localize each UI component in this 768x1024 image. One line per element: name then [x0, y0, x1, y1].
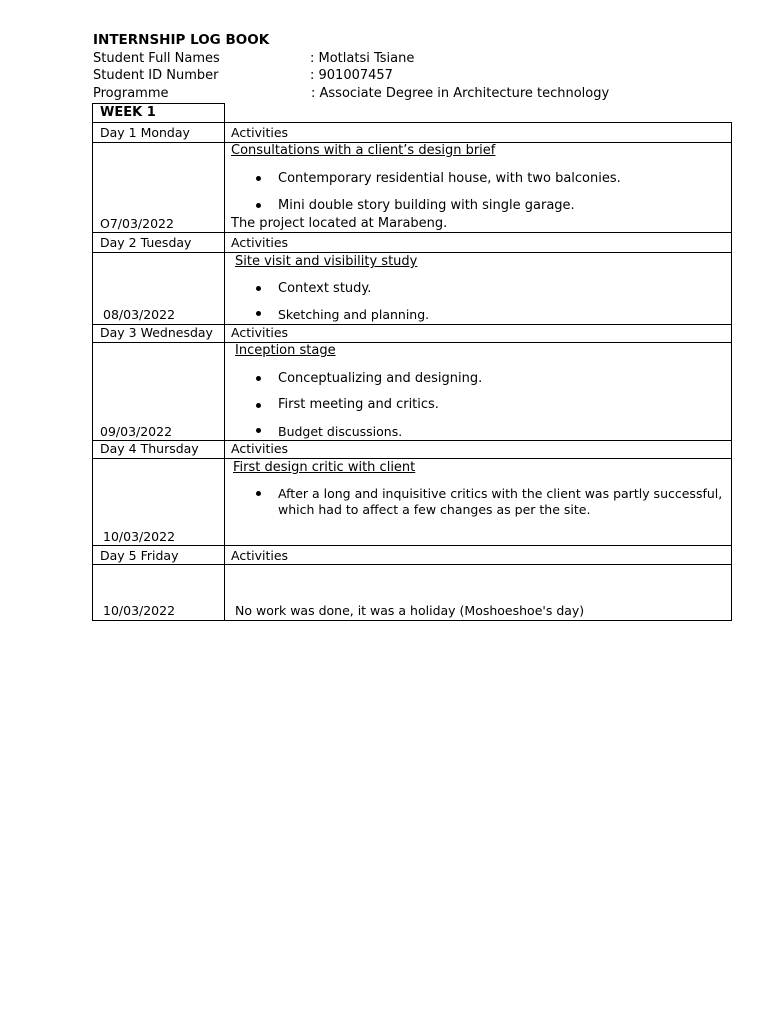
- table-rule: [92, 342, 732, 343]
- activity-heading: First design critic with client: [233, 460, 416, 475]
- table-rule: [224, 103, 225, 621]
- day-date: 08/03/2022: [103, 307, 176, 322]
- table-rule: [731, 122, 732, 621]
- student-id-value: : 901007457: [310, 68, 393, 83]
- bullet-icon: [256, 376, 261, 381]
- bullet-icon: [256, 176, 261, 181]
- programme-label: Programme: [93, 86, 169, 101]
- activity-bullet: After a long and inquisitive critics with the client was partly successful, which had to affect a few changes as per the site.: [278, 486, 723, 517]
- table-rule: [92, 564, 732, 565]
- day-date: 10/03/2022: [103, 529, 176, 544]
- activity-heading: Inception stage: [235, 343, 336, 358]
- activity-bullet: Sketching and planning.: [278, 307, 430, 322]
- day-label: Day 5 Friday: [100, 548, 179, 563]
- activities-header: Activities: [231, 441, 289, 456]
- activity-bullet: Budget discussions.: [278, 424, 403, 439]
- bullet-icon: [256, 403, 261, 408]
- day-label: Day 2 Tuesday: [100, 235, 192, 250]
- bullet-icon: [256, 491, 261, 496]
- student-name-value: : Motlatsi Tsiane: [310, 51, 415, 66]
- day-label: Day 3 Wednesday: [100, 325, 213, 340]
- activities-header: Activities: [231, 235, 289, 250]
- bullet-icon: [256, 203, 261, 208]
- activity-bullet: First meeting and critics.: [278, 397, 439, 412]
- table-rule: [92, 620, 732, 621]
- activity-heading: Consultations with a client’s design brief: [231, 143, 496, 158]
- activity-bullet: Mini double story building with single garage.: [278, 198, 575, 213]
- table-rule: [92, 103, 93, 621]
- activity-note: The project located at Marabeng.: [231, 216, 448, 231]
- day-date: 10/03/2022: [103, 603, 176, 618]
- bullet-icon: [256, 311, 261, 316]
- activity-bullet: Conceptualizing and designing.: [278, 371, 483, 386]
- activity-bullet: Contemporary residential house, with two balconies.: [278, 171, 621, 186]
- day-date: 09/03/2022: [100, 424, 173, 439]
- student-id-label: Student ID Number: [93, 68, 219, 83]
- day-date: O7/03/2022: [100, 216, 174, 231]
- programme-value: : Associate Degree in Architecture technology: [311, 86, 610, 101]
- activities-header: Activities: [231, 548, 289, 563]
- activity-heading: Site visit and visibility study: [235, 254, 418, 269]
- activities-header: Activities: [231, 325, 289, 340]
- day-label: Day 1 Monday: [100, 125, 190, 140]
- table-rule: [92, 122, 732, 123]
- bullet-icon: [256, 286, 261, 291]
- student-name-label: Student Full Names: [93, 51, 220, 66]
- table-rule: [92, 252, 732, 253]
- activity-note: No work was done, it was a holiday (Moshoeshoe's day): [235, 603, 585, 618]
- day-label: Day 4 Thursday: [100, 441, 199, 456]
- activities-header: Activities: [231, 125, 289, 140]
- week-label: WEEK 1: [100, 105, 156, 120]
- table-rule: [92, 232, 732, 233]
- activity-bullet: Context study.: [278, 281, 372, 296]
- table-rule: [92, 458, 732, 459]
- table-rule: [92, 545, 732, 546]
- table-rule: [92, 103, 225, 104]
- bullet-icon: [256, 428, 261, 433]
- document-title: INTERNSHIP LOG BOOK: [93, 32, 270, 48]
